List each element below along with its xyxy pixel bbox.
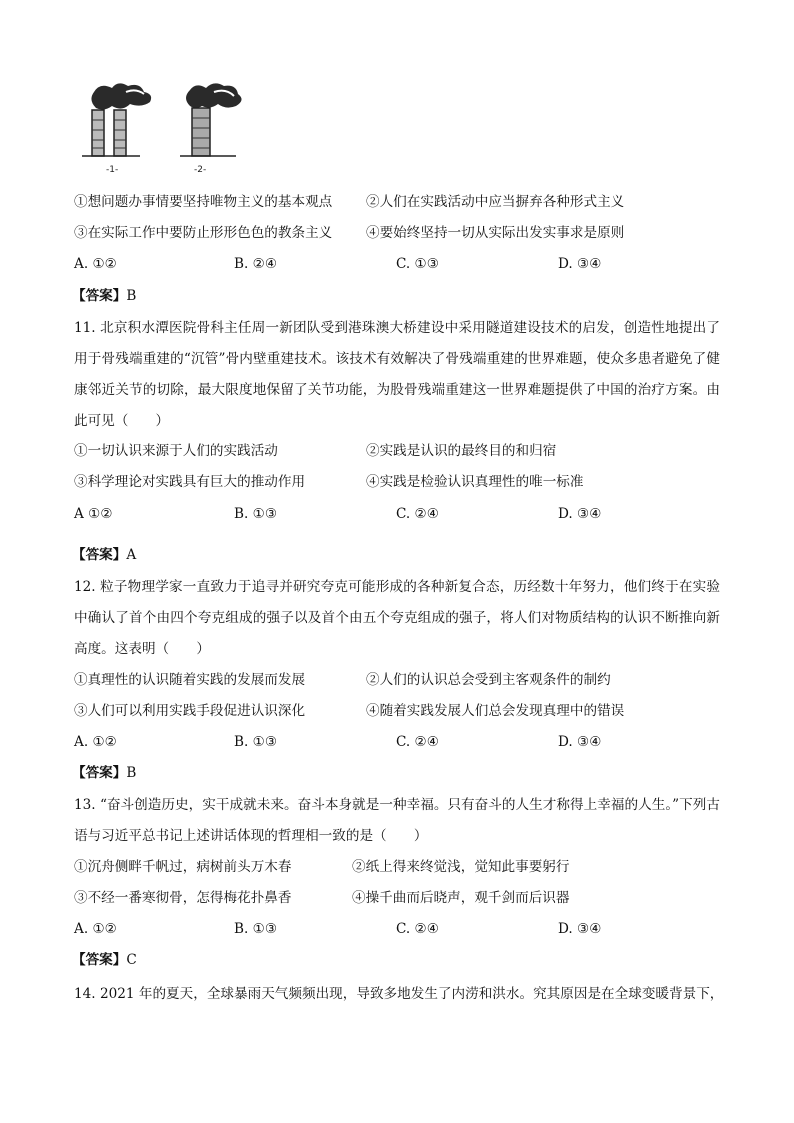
q13-choice-d: D. ③④ — [558, 921, 602, 937]
q13-choice-c: C. ②④ — [396, 921, 439, 937]
q11-answer — [72, 545, 136, 565]
q11-option-4: ④实践是检验认识真理性的唯一标准 — [366, 474, 584, 490]
q10-option-2: ②人们在实践活动中应当摒弃各种形式主义 — [366, 194, 625, 210]
q10-options-row-2 — [74, 223, 625, 243]
q10-choice-d: D. ③④ — [558, 256, 602, 272]
q13-option-2: ②纸上得来终觉浅，觉知此事要躬行 — [352, 859, 570, 875]
q12-choice-d: D. ③④ — [558, 734, 602, 750]
q13-options-row-2 — [74, 888, 570, 908]
q10-choice-b: B. ②④ — [234, 256, 278, 272]
answer-value: B — [126, 765, 137, 781]
chimney-image-2 — [180, 83, 242, 156]
q10-option-4: ④要始终坚持一切从实际出发实事求是原则 — [366, 225, 625, 241]
chimney-image-1 — [82, 83, 151, 156]
q11-option-2: ②实践是认识的最终目的和归宿 — [366, 443, 557, 459]
answer-tag: 【答案】 — [72, 288, 127, 304]
figure-label-2: -2- — [194, 165, 207, 174]
q14-stem: 14. 2021 年的夏天，全球暴雨天气频频出现，导致多地发生了内涝和洪水。究其原因是在全球变暖背景下， — [74, 986, 724, 1002]
q12-option-3: ③人们可以利用实践手段促进认识深化 — [74, 703, 306, 719]
answer-tag: 【答案】 — [72, 547, 127, 563]
q12-choice-a: A. ①② — [74, 734, 117, 750]
q13-choice-a: A. ①② — [74, 921, 117, 937]
q10-option-3: ③在实际工作中要防止形形色色的教条主义 — [74, 225, 333, 241]
q13-answer — [72, 950, 137, 970]
q11-stem: 11. 北京积水潭医院骨科主任周一新团队受到港珠澳大桥建设中采用隧道建设技术的启发，创造性地提出了用于骨残端重建的“沉管”骨内壁重建技术。该技术有效解决了骨残端重建的世界难题，使众多患者避免了健康邻近关节的切除，最大限度地保留了关节功能，为股骨残端重建这一世界难题提供了中国的治疗方案。由此可见（ ） — [74, 320, 720, 429]
answer-tag: 【答案】 — [72, 765, 127, 781]
answer-value: C — [126, 952, 137, 968]
q12-answer — [72, 763, 136, 783]
q11-choice-d: D. ③④ — [558, 506, 602, 522]
q13-option-1: ①沉舟侧畔千帆过，病树前头万木春 — [74, 859, 292, 875]
chimney-figure — [78, 78, 258, 174]
q12-choice-c: C. ②④ — [396, 734, 439, 750]
q10-choice-a: A. ①② — [74, 256, 117, 272]
answer-tag: 【答案】 — [72, 952, 127, 968]
q11-choice-c: C. ②④ — [396, 506, 439, 522]
answer-value: B — [126, 288, 137, 304]
q12-option-2: ②人们的认识总会受到主客观条件的制约 — [366, 672, 611, 688]
q11-option-1: ①一切认识来源于人们的实践活动 — [74, 443, 278, 459]
q10-choice-c: C. ①③ — [396, 256, 439, 272]
q13-option-3: ③不经一番寒彻骨，怎得梅花扑鼻香 — [74, 890, 292, 906]
q12-option-1: ①真理性的认识随着实践的发展而发展 — [74, 672, 306, 688]
q12-option-4: ④随着实践发展人们总会发现真理中的错误 — [366, 703, 625, 719]
q12-options-row-2 — [74, 701, 625, 721]
q13-stem: 13. “奋斗创造历史，实干成就未来。奋斗本身就是一种幸福。只有奋斗的人生才称得上幸福的人生。”下列古语与习近平总书记上述讲话体现的哲理相一致的是（ ） — [74, 797, 720, 844]
q13-option-4: ④操千曲而后晓声，观千剑而后识器 — [352, 890, 570, 906]
q11-options-row-2 — [74, 472, 584, 492]
q11-option-3: ③科学理论对实践具有巨大的推动作用 — [74, 474, 306, 490]
q10-option-1: ①想问题办事情要坚持唯物主义的基本观点 — [74, 194, 333, 210]
q10-options-row-1 — [74, 192, 625, 212]
q11-choice-b: B. ①③ — [234, 506, 278, 522]
q11-choice-a: A ①② — [74, 506, 113, 522]
q10-answer — [72, 286, 136, 306]
q12-options-row-1 — [74, 670, 611, 690]
q12-choice-b: B. ①③ — [234, 734, 278, 750]
q13-choice-b: B. ①③ — [234, 921, 278, 937]
q11-options-row-1 — [74, 441, 557, 461]
q13-options-row-1 — [74, 857, 570, 877]
figure-label-1: -1- — [106, 165, 119, 174]
answer-value: A — [126, 547, 137, 563]
q12-stem: 12. 粒子物理学家一直致力于追寻并研究夸克可能形成的各种新复合态，历经数十年努力，他们终于在实验中确认了首个由四个夸克组成的强子以及首个由五个夸克组成的强子，将人们对物质结构的认识不断推向新高度。这表明（ ） — [74, 579, 720, 657]
